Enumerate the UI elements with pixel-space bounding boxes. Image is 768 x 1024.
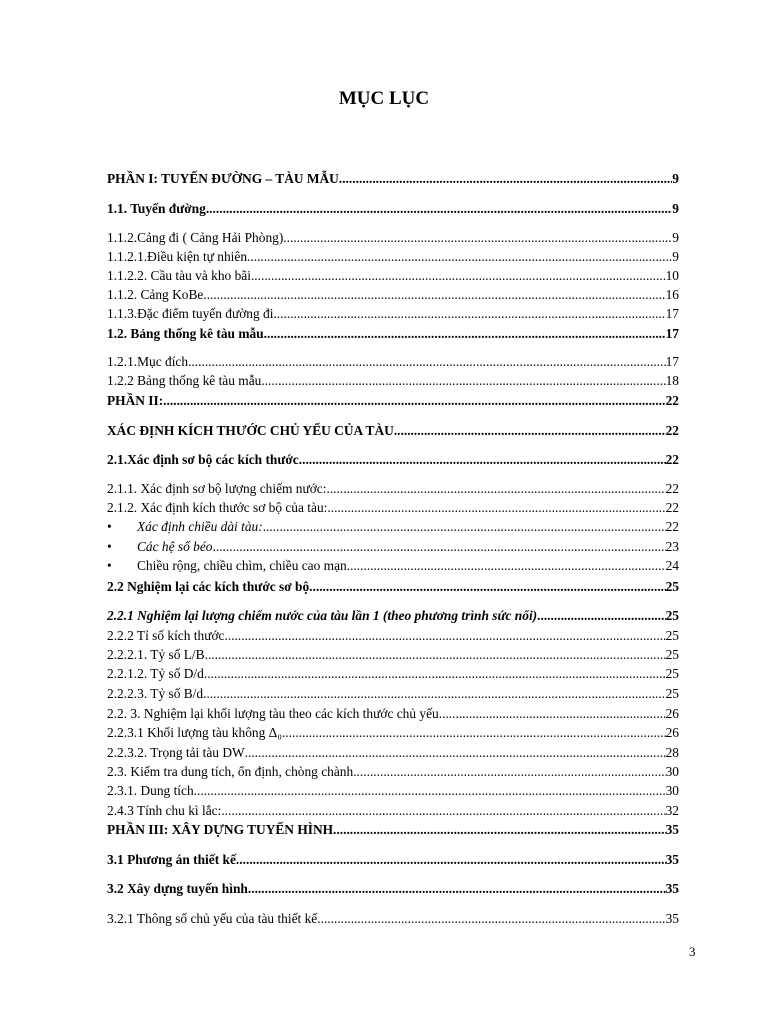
toc-entry-title: 1.2. Bảng thống kê tàu mẫu (107, 326, 264, 341)
toc-entry[interactable] (107, 248, 679, 266)
toc-entry-title: 2.1.2. Xác định kích thước sơ bộ của tàu: (107, 500, 328, 515)
toc-entry-title: 3.1 Phương án thiết kế (107, 852, 236, 867)
toc-entry[interactable] (107, 665, 679, 683)
toc-entry-title: 2.4.3 Tính chu kì lắc: (107, 803, 222, 818)
dot-leader (537, 607, 665, 625)
toc-entry-title: Chiều rộng, chiều chìm, chiều cao mạn (137, 558, 347, 573)
page-title: MỤC LỤC (338, 88, 430, 109)
toc-entry[interactable] (107, 578, 679, 596)
toc-entry-page: 28 (665, 745, 679, 760)
toc-entry-title: 1.2.1.Mục đích (107, 354, 189, 369)
toc-entry-page: 25 (665, 686, 679, 701)
toc-entry-page: 35 (665, 911, 679, 926)
toc-entry-page: 35 (665, 852, 679, 867)
toc-entry-title: 1.1.2.1.Điều kiện tự nhiên (107, 249, 248, 264)
toc-entry[interactable] (107, 392, 679, 410)
dot-leader (203, 685, 666, 703)
toc-entry-page: 17 (665, 306, 679, 321)
toc-entry-title: 1.1. Tuyến đường (107, 201, 206, 216)
toc-entry-title: 2.2 Nghiệm lại các kích thước sơ bộ (107, 579, 310, 594)
dot-leader (263, 518, 666, 536)
toc-entry[interactable] (107, 499, 679, 517)
bullet-icon: • (107, 558, 112, 573)
toc-entry-title: 2.2.1.2. Tỷ số D/d (107, 666, 204, 681)
toc-entry[interactable] (107, 267, 679, 285)
dot-leader (394, 422, 666, 440)
toc-entry-page: 22 (665, 423, 679, 438)
dot-leader (309, 578, 665, 596)
toc-entry[interactable] (107, 851, 679, 869)
toc-entry-title: PHẦN II: (107, 393, 164, 408)
toc-entry-page: 22 (665, 500, 679, 515)
toc-entry[interactable] (107, 880, 679, 898)
toc-entry-title: 2.2.2.1. Tỷ số L/B (107, 647, 205, 662)
toc-entry-title: XÁC ĐỊNH KÍCH THƯỚC CHỦ YẾU CỦA TÀU (107, 423, 394, 438)
toc-entry-page: 26 (665, 725, 679, 740)
dot-leader (247, 248, 672, 266)
toc-entry-title: 2.1.Xác định sơ bộ các kích thước. (107, 452, 303, 467)
toc-entry-title: 3.2 Xây dựng tuyến hình (107, 881, 248, 896)
dot-leader (327, 499, 665, 517)
toc-entry[interactable] (107, 910, 679, 928)
toc-entry-title: 1.1.2.Cảng đi ( Cảng Hải Phòng) (107, 230, 284, 245)
toc-entry-page: 9 (672, 230, 679, 245)
dot-leader (213, 538, 666, 556)
dot-leader (282, 724, 666, 742)
page-number: 3 (689, 944, 696, 959)
bullet-icon: • (107, 539, 112, 554)
toc-entry[interactable] (107, 821, 679, 839)
toc-entry-title: 2.3. Kiểm tra dung tích, ổn định, chòng chành (107, 764, 354, 779)
dot-leader (204, 665, 666, 683)
dot-leader (273, 305, 665, 323)
toc-entry-page: 32 (665, 803, 679, 818)
toc-entry-page: 30 (665, 783, 679, 798)
toc-entry-title: 1.1.3.Đặc điểm tuyến đường đi (107, 306, 274, 321)
toc-entry-title: 2.2.3.1 Khối lượng tàu không Δ₀ (107, 725, 282, 740)
dot-leader (194, 782, 666, 800)
dot-leader (205, 646, 666, 664)
dot-leader (321, 910, 666, 928)
toc-entry-page: 25 (665, 666, 679, 681)
toc-entry-page: 16 (665, 287, 679, 302)
toc-entry-page: 22 (665, 519, 679, 534)
toc-entry-page: 9 (672, 201, 679, 216)
toc-entry[interactable] (107, 538, 679, 556)
toc-entry[interactable] (107, 325, 679, 343)
dot-leader (245, 744, 666, 762)
toc-entry-page: 22 (665, 481, 679, 496)
toc-entry-page: 18 (665, 373, 679, 388)
toc-entry[interactable] (107, 518, 679, 536)
toc-entry-title: 1.2.2 Bảng thống kê tàu mẫu (107, 373, 262, 388)
toc-entry-page: 17 (665, 354, 679, 369)
toc-entry-title: 2.2. 3. Nghiệm lại khối lượng tàu theo các kích thước chủ yếu (107, 706, 439, 721)
toc-entry-page: 35 (665, 881, 679, 896)
toc-entry-page: 10 (665, 268, 679, 283)
dot-leader (251, 267, 666, 285)
toc-entry-title: 2.2.2 Tỉ số kích thước (107, 628, 225, 643)
toc-entry-title: 2.2.3.2. Trọng tải tàu DW (107, 745, 245, 760)
toc-entry-title: 2.2.2.3. Tỷ số B/d (107, 686, 204, 701)
toc-entry[interactable] (107, 200, 679, 218)
toc-entry-page: 35 (665, 822, 679, 837)
dot-leader (225, 627, 666, 645)
toc-entry-title: PHẦN I: TUYẾN ĐƯỜNG – TÀU MẪU (107, 171, 339, 186)
toc-entry-page: 9 (672, 171, 679, 186)
toc-entry[interactable] (107, 724, 679, 742)
dot-leader (203, 286, 665, 304)
bullet-icon: • (107, 519, 112, 534)
toc-entry[interactable] (107, 646, 679, 664)
toc-entry-page: 25 (665, 628, 679, 643)
dot-leader (347, 557, 666, 575)
toc-entry[interactable] (107, 705, 679, 723)
toc-entry-page: 25 (665, 647, 679, 662)
dot-leader (283, 229, 672, 247)
toc-entry[interactable] (107, 744, 679, 762)
toc-entry[interactable] (107, 685, 679, 703)
dot-leader (236, 851, 666, 869)
toc-entry[interactable] (107, 557, 679, 575)
toc-entry[interactable] (107, 229, 679, 247)
toc-entry-title: 2.3.1. Dung tích (107, 783, 194, 798)
dot-leader (339, 170, 672, 188)
toc-entry-page: 22 (665, 393, 679, 408)
toc-entry-title: 2.1.1. Xác định sơ bộ lượng chiếm nước: (107, 481, 327, 496)
dot-leader (248, 880, 666, 898)
toc-entry-page: 26 (665, 706, 679, 721)
dot-leader (333, 821, 666, 839)
dot-leader (206, 200, 672, 218)
toc-entry-title: Các hệ số béo (137, 539, 213, 554)
dot-leader (302, 451, 666, 469)
dot-leader (326, 480, 665, 498)
toc-entry[interactable] (107, 782, 679, 800)
toc-entry[interactable] (107, 480, 679, 498)
toc-entry-page: 30 (665, 764, 679, 779)
toc-entry[interactable] (107, 802, 679, 820)
toc-entry-title: 1.1.2. Cảng KoBe (107, 287, 204, 302)
toc-entry-page: 25 (665, 579, 679, 594)
dot-leader (353, 763, 665, 781)
dot-leader (264, 325, 666, 343)
dot-leader (221, 802, 665, 820)
dot-leader (188, 353, 666, 371)
toc-entry-title: PHẦN III: XÂY DỰNG TUYẾN HÌNH (107, 822, 334, 837)
toc-entry[interactable] (107, 451, 679, 469)
toc-entry-page: 23 (665, 539, 679, 554)
toc-entry[interactable] (107, 422, 679, 440)
toc-entry[interactable] (107, 372, 679, 390)
toc-entry-title: 1.1.2.2. Cầu tàu và kho bãi (107, 268, 251, 283)
toc-entry[interactable] (107, 305, 679, 323)
toc-entry-title: 2.2.1 Nghiệm lại lượng chiếm nước của tàu lần 1 (theo phương trình sức nổi) (107, 608, 538, 623)
toc-entry[interactable] (107, 353, 679, 371)
toc-entry-page: 25 (665, 608, 679, 623)
toc-entry[interactable] (107, 763, 679, 781)
dot-leader (261, 372, 665, 390)
toc-entry-page: 22 (665, 452, 679, 467)
dot-leader (439, 705, 666, 723)
dot-leader (163, 392, 665, 410)
toc-entry[interactable] (107, 286, 679, 304)
toc-entry-page: 24 (665, 558, 679, 573)
toc-entry-title: 3.2.1 Thông số chủ yếu của tàu thiết kế. (107, 911, 321, 926)
toc-entry[interactable] (107, 607, 679, 625)
toc-entry-page: 9 (672, 249, 679, 264)
toc-entry-title: Xác định chiều dài tàu: (137, 519, 263, 534)
toc-entry-page: 17 (665, 326, 679, 341)
toc-entry[interactable] (107, 627, 679, 645)
toc-entry[interactable] (107, 170, 679, 188)
